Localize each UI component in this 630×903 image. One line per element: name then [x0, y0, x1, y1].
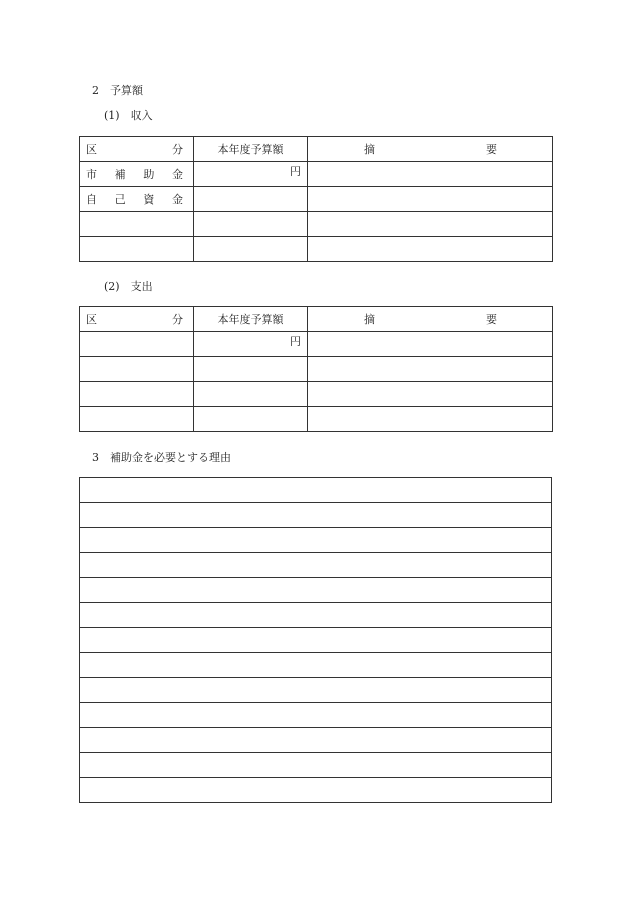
- yen-unit: 円: [290, 335, 301, 348]
- summary-cell[interactable]: [308, 357, 553, 382]
- income-row-own-funds: [80, 187, 553, 212]
- category-cell[interactable]: [80, 357, 194, 382]
- category-header: 区 分: [80, 307, 194, 332]
- reason-line: [80, 578, 552, 603]
- reason-line-cell[interactable]: [80, 628, 552, 653]
- reason-table: [79, 477, 552, 803]
- reason-line: [80, 478, 552, 503]
- reason-line-cell[interactable]: [80, 528, 552, 553]
- summary-header: 摘 要: [308, 307, 553, 332]
- income-row-empty: [80, 237, 553, 262]
- amount-cell[interactable]: [194, 237, 308, 262]
- reason-line: [80, 678, 552, 703]
- reason-line: [80, 553, 552, 578]
- income-header-row: [80, 137, 553, 162]
- section-2-title: 2 予算額: [92, 84, 143, 97]
- expense-header-row: [80, 307, 553, 332]
- reason-line-cell[interactable]: [80, 753, 552, 778]
- summary-header: 摘 要: [308, 137, 553, 162]
- expense-row: [80, 357, 553, 382]
- reason-line-cell[interactable]: [80, 653, 552, 678]
- income-row-empty: [80, 212, 553, 237]
- expense-row: [80, 407, 553, 432]
- reason-line: [80, 703, 552, 728]
- category-header: 区 分: [80, 137, 194, 162]
- reason-line: [80, 728, 552, 753]
- reason-line: [80, 503, 552, 528]
- expense-title: (2) 支出: [104, 280, 153, 293]
- category-cell[interactable]: [80, 382, 194, 407]
- reason-line-cell[interactable]: [80, 578, 552, 603]
- amount-cell[interactable]: [194, 357, 308, 382]
- amount-cell[interactable]: [194, 212, 308, 237]
- summary-cell[interactable]: [308, 162, 553, 187]
- amount-header: 本年度予算額: [194, 137, 308, 162]
- category-cell: 自 己 資 金: [80, 187, 194, 212]
- expense-table: [79, 306, 553, 432]
- reason-line-cell[interactable]: [80, 503, 552, 528]
- category-cell[interactable]: [80, 332, 194, 357]
- reason-line: [80, 778, 552, 803]
- reason-line: [80, 653, 552, 678]
- yen-unit: 円: [290, 165, 301, 178]
- category-cell[interactable]: [80, 237, 194, 262]
- amount-cell[interactable]: [194, 332, 308, 357]
- reason-line: [80, 753, 552, 778]
- amount-header: 本年度予算額: [194, 307, 308, 332]
- reason-line: [80, 528, 552, 553]
- summary-cell[interactable]: [308, 237, 553, 262]
- reason-line-cell[interactable]: [80, 553, 552, 578]
- amount-cell[interactable]: [194, 187, 308, 212]
- income-row-city-subsidy: [80, 162, 553, 187]
- reason-line: [80, 603, 552, 628]
- reason-line-cell[interactable]: [80, 478, 552, 503]
- summary-cell[interactable]: [308, 382, 553, 407]
- amount-cell[interactable]: [194, 382, 308, 407]
- income-table: [79, 136, 553, 262]
- income-title: (1) 収入: [104, 109, 153, 122]
- reason-line: [80, 628, 552, 653]
- category-cell[interactable]: [80, 407, 194, 432]
- expense-row: [80, 332, 553, 357]
- category-cell: 市 補 助 金: [80, 162, 194, 187]
- reason-line-cell[interactable]: [80, 778, 552, 803]
- summary-cell[interactable]: [308, 407, 553, 432]
- summary-cell[interactable]: [308, 332, 553, 357]
- reason-line-cell[interactable]: [80, 728, 552, 753]
- amount-cell[interactable]: [194, 407, 308, 432]
- reason-line-cell[interactable]: [80, 703, 552, 728]
- amount-cell[interactable]: [194, 162, 308, 187]
- category-cell[interactable]: [80, 212, 194, 237]
- summary-cell[interactable]: [308, 212, 553, 237]
- reason-line-cell[interactable]: [80, 678, 552, 703]
- summary-cell[interactable]: [308, 187, 553, 212]
- section-3-title: 3 補助金を必要とする理由: [92, 451, 231, 464]
- reason-line-cell[interactable]: [80, 603, 552, 628]
- expense-row: [80, 382, 553, 407]
